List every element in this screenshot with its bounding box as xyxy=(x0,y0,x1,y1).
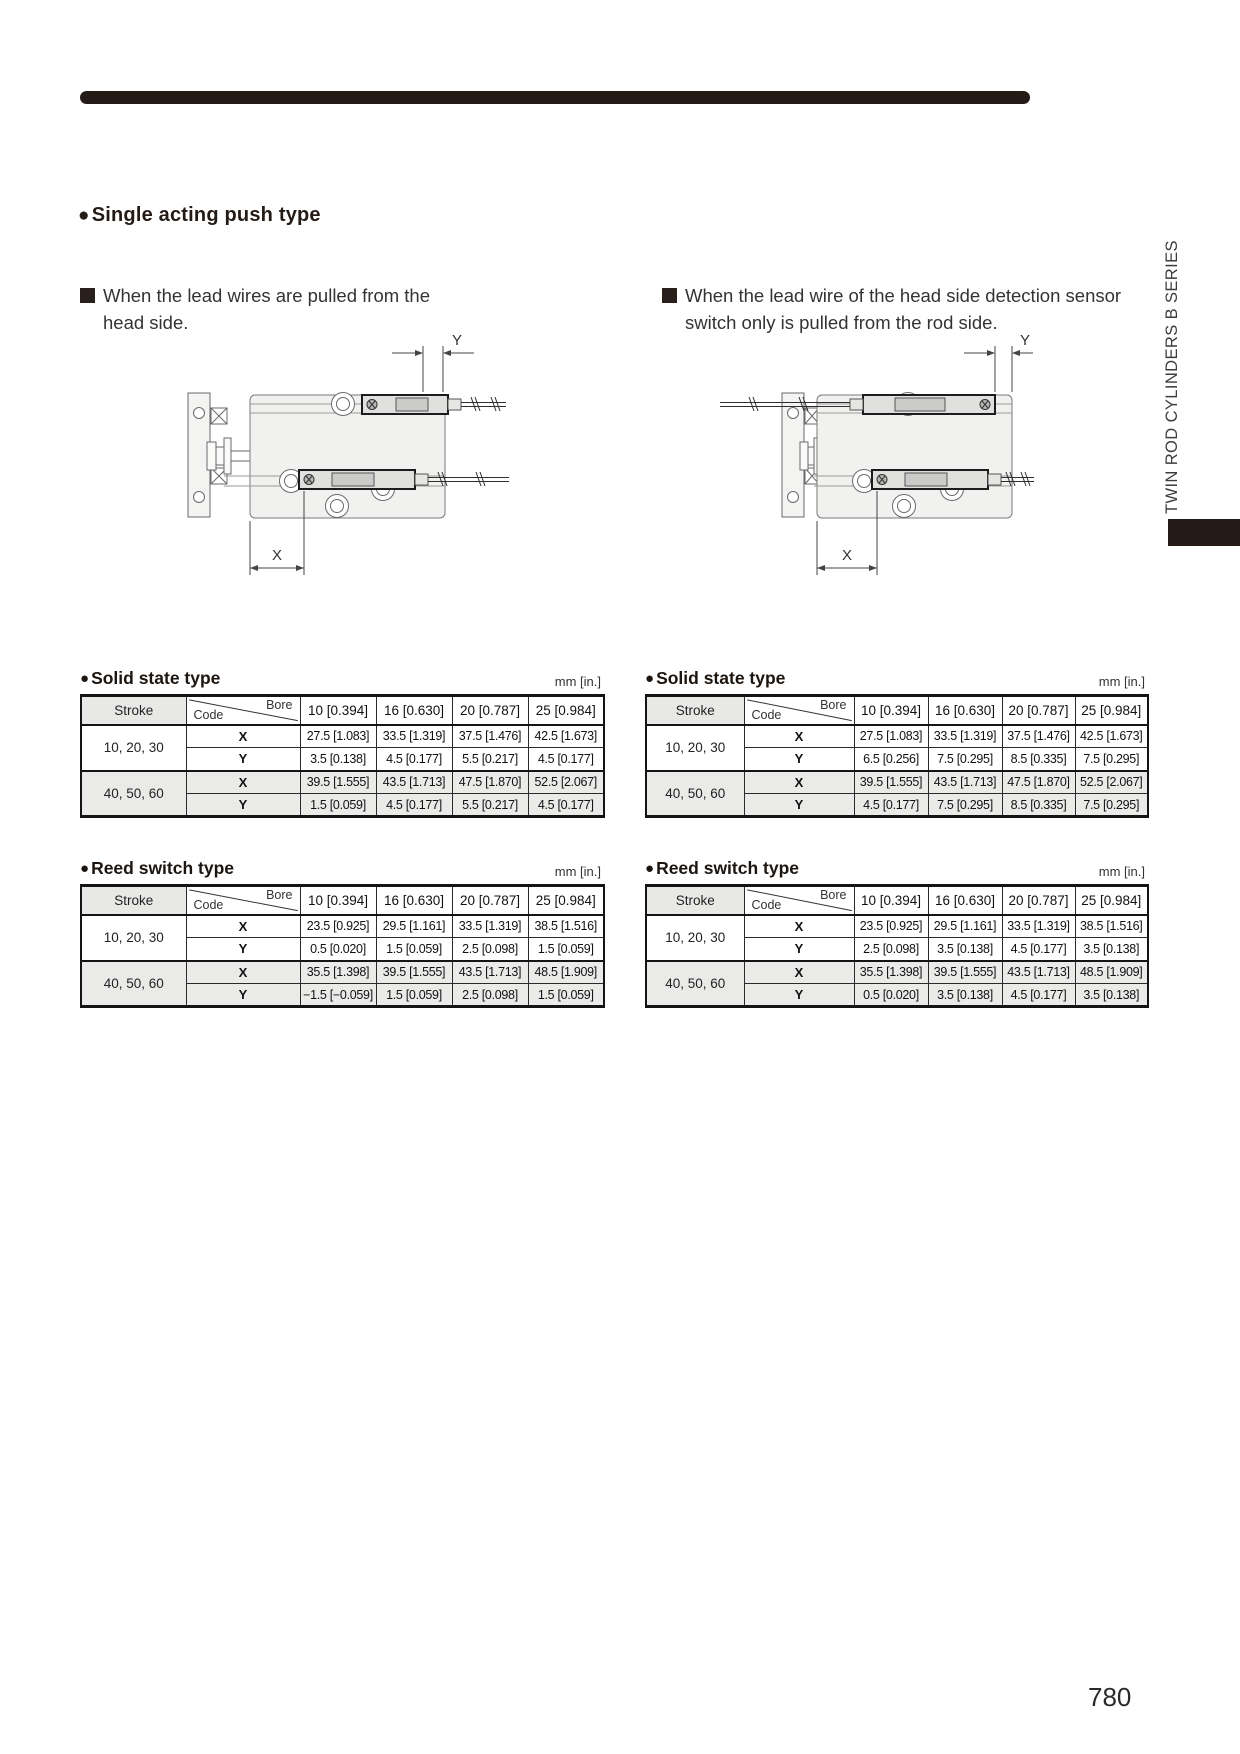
units-label: mm [in.] xyxy=(1098,864,1145,879)
bore-label: Bore xyxy=(820,698,847,712)
top-rule-bar xyxy=(80,91,1030,104)
dim-value-cell: 4.5 [0.177] xyxy=(1002,938,1075,961)
dim-value-cell: 1.5 [0.059] xyxy=(300,794,376,817)
dim-value-cell: 29.5 [1.161] xyxy=(376,915,452,938)
col-header-stroke: Stroke xyxy=(81,886,186,915)
note-line xyxy=(662,282,1152,309)
dimension-table xyxy=(80,694,605,818)
code-y-cell: Y xyxy=(744,748,854,771)
table-block-solid-right xyxy=(645,668,1147,818)
dim-value-cell: 4.5 [0.177] xyxy=(1002,984,1075,1007)
dim-value-cell: 42.5 [1.673] xyxy=(1075,725,1148,748)
dim-value-cell: 5.5 [0.217] xyxy=(452,748,528,771)
dim-value-cell: 1.5 [0.059] xyxy=(376,938,452,961)
table-title-text: Reed switch type xyxy=(91,858,235,878)
dim-value-cell: 3.5 [0.138] xyxy=(1075,938,1148,961)
dim-value-cell: 8.5 [0.335] xyxy=(1002,748,1075,771)
dim-value-cell: 35.5 [1.398] xyxy=(300,961,376,984)
code-y-cell: Y xyxy=(744,984,854,1007)
dim-value-cell: 37.5 [1.476] xyxy=(1002,725,1075,748)
note-rod-side xyxy=(662,282,1152,336)
table-block-solid-left xyxy=(80,668,603,818)
bullet-icon: ● xyxy=(80,670,90,687)
dim-value-cell: 43.5 [1.713] xyxy=(452,961,528,984)
code-x-cell: X xyxy=(744,771,854,794)
side-index-tab xyxy=(1168,519,1240,546)
dimension-y-label: Y xyxy=(452,332,463,349)
dim-value-cell: 33.5 [1.319] xyxy=(452,915,528,938)
lead-wire xyxy=(461,397,506,411)
dim-value-cell: 27.5 [1.083] xyxy=(854,725,928,748)
note-text: When the lead wires are pulled from the xyxy=(103,285,431,306)
table-title-text: Reed switch type xyxy=(656,858,800,878)
dim-value-cell: 35.5 [1.398] xyxy=(854,961,928,984)
code-y-cell: Y xyxy=(186,794,300,817)
dim-value-cell: 52.5 [2.067] xyxy=(1075,771,1148,794)
code-y-cell: Y xyxy=(186,984,300,1007)
table-block-reed-right xyxy=(645,858,1147,1008)
code-label: Code xyxy=(193,707,224,722)
dim-value-cell: 7.5 [0.295] xyxy=(1075,794,1148,817)
stroke-cell: 10, 20, 30 xyxy=(646,725,744,771)
note-text: switch only is pulled from the rod side. xyxy=(685,312,998,333)
stroke-cell: 40, 50, 60 xyxy=(646,961,744,1007)
dim-value-cell: 6.5 [0.256] xyxy=(854,748,928,771)
col-header-stroke: Stroke xyxy=(646,696,744,725)
code-y-cell: Y xyxy=(744,938,854,961)
col-header-bore: 10 [0.394] xyxy=(300,696,376,725)
dim-value-cell: 47.5 [1.870] xyxy=(1002,771,1075,794)
col-header-bore: 10 [0.394] xyxy=(300,886,376,915)
col-header-bore: 16 [0.630] xyxy=(928,886,1002,915)
dim-value-cell: 8.5 [0.335] xyxy=(1002,794,1075,817)
code-label: Code xyxy=(751,707,782,722)
dim-value-cell: 43.5 [1.713] xyxy=(928,771,1002,794)
dim-value-cell: 33.5 [1.319] xyxy=(928,725,1002,748)
code-label: Code xyxy=(751,897,782,912)
dim-value-cell: 29.5 [1.161] xyxy=(928,915,1002,938)
dimension-x-label: X xyxy=(841,547,853,564)
code-x-cell: X xyxy=(744,725,854,748)
dim-value-cell: 33.5 [1.319] xyxy=(376,725,452,748)
note-text: When the lead wire of the head side detection sensor xyxy=(685,285,1122,306)
square-bullet-icon xyxy=(662,288,677,303)
dim-value-cell: 37.5 [1.476] xyxy=(452,725,528,748)
dim-value-cell: 38.5 [1.516] xyxy=(528,915,604,938)
dim-value-cell: 39.5 [1.555] xyxy=(928,961,1002,984)
table-title xyxy=(80,858,234,879)
page-number: 780 xyxy=(1088,1682,1132,1712)
dim-value-cell: 7.5 [0.295] xyxy=(1075,748,1148,771)
dim-value-cell: 4.5 [0.177] xyxy=(528,794,604,817)
note-head-side xyxy=(80,282,540,336)
code-x-cell: X xyxy=(186,725,300,748)
dim-value-cell: 39.5 [1.555] xyxy=(854,771,928,794)
col-header-bore: 25 [0.984] xyxy=(1075,696,1148,725)
table-title xyxy=(645,858,799,879)
col-header-bore: 16 [0.630] xyxy=(928,696,1002,725)
dim-value-cell: 27.5 [1.083] xyxy=(300,725,376,748)
sensor-switch-head-side xyxy=(362,395,506,414)
col-header-code-bore xyxy=(186,696,300,725)
table-block-reed-left xyxy=(80,858,603,1008)
note-text: head side. xyxy=(103,312,189,333)
dim-value-cell: 0.5 [0.020] xyxy=(300,938,376,961)
code-x-cell: X xyxy=(186,771,300,794)
stroke-cell: 40, 50, 60 xyxy=(81,961,186,1007)
code-x-cell: X xyxy=(186,915,300,938)
dimension-table xyxy=(80,884,605,1008)
stroke-cell: 10, 20, 30 xyxy=(646,915,744,961)
table-title-text: Solid state type xyxy=(656,668,786,688)
col-header-bore: 10 [0.394] xyxy=(854,696,928,725)
col-header-bore: 16 [0.630] xyxy=(376,886,452,915)
dimension-table xyxy=(645,694,1149,818)
dim-value-cell: 48.5 [1.909] xyxy=(1075,961,1148,984)
col-header-stroke: Stroke xyxy=(81,696,186,725)
units-label: mm [in.] xyxy=(554,864,601,879)
square-bullet-icon xyxy=(80,288,95,303)
stroke-cell: 40, 50, 60 xyxy=(646,771,744,817)
section-heading-text: Single acting push type xyxy=(91,204,321,226)
diagram-wire-rod-side xyxy=(690,330,1035,580)
col-header-bore: 20 [0.787] xyxy=(1002,886,1075,915)
dim-value-cell: 4.5 [0.177] xyxy=(376,748,452,771)
table-title-text: Solid state type xyxy=(91,668,221,688)
note-line xyxy=(80,282,540,309)
stroke-cell: 10, 20, 30 xyxy=(81,915,186,961)
dimension-y-label: Y xyxy=(1020,332,1031,349)
dim-value-cell: 2.5 [0.098] xyxy=(854,938,928,961)
stroke-cell: 10, 20, 30 xyxy=(81,725,186,771)
dim-value-cell: 0.5 [0.020] xyxy=(854,984,928,1007)
dim-value-cell: 42.5 [1.673] xyxy=(528,725,604,748)
dim-value-cell: 3.5 [0.138] xyxy=(1075,984,1148,1007)
col-header-bore: 16 [0.630] xyxy=(376,696,452,725)
dim-value-cell: 2.5 [0.098] xyxy=(452,984,528,1007)
rod-end-fitting xyxy=(207,438,250,474)
col-header-bore: 25 [0.984] xyxy=(528,696,604,725)
section-heading xyxy=(78,204,321,227)
dim-value-cell: 4.5 [0.177] xyxy=(376,794,452,817)
bullet-icon: ● xyxy=(78,205,90,226)
code-x-cell: X xyxy=(186,961,300,984)
dim-value-cell: 52.5 [2.067] xyxy=(528,771,604,794)
sensor-switch-rod-side xyxy=(299,470,509,489)
units-label: mm [in.] xyxy=(1098,674,1145,689)
bore-label: Bore xyxy=(266,888,293,902)
col-header-code-bore xyxy=(744,696,854,725)
col-header-bore: 10 [0.394] xyxy=(854,886,928,915)
dim-value-cell: 7.5 [0.295] xyxy=(928,748,1002,771)
diagram-wires-head-side xyxy=(180,330,510,580)
dim-value-cell: −1.5 [−0.059] xyxy=(300,984,376,1007)
bullet-icon: ● xyxy=(80,860,90,877)
dim-value-cell: 43.5 [1.713] xyxy=(376,771,452,794)
dim-value-cell: 23.5 [0.925] xyxy=(300,915,376,938)
dim-value-cell: 1.5 [0.059] xyxy=(376,984,452,1007)
col-header-bore: 25 [0.984] xyxy=(528,886,604,915)
code-y-cell: Y xyxy=(186,748,300,771)
code-label: Code xyxy=(193,897,224,912)
col-header-bore: 20 [0.787] xyxy=(1002,696,1075,725)
bore-label: Bore xyxy=(820,888,847,902)
bullet-icon: ● xyxy=(645,670,655,687)
col-header-bore: 25 [0.984] xyxy=(1075,886,1148,915)
dimension-y xyxy=(392,346,474,392)
dim-value-cell: 23.5 [0.925] xyxy=(854,915,928,938)
dim-value-cell: 39.5 [1.555] xyxy=(300,771,376,794)
code-x-cell: X xyxy=(744,961,854,984)
dim-value-cell: 4.5 [0.177] xyxy=(854,794,928,817)
dim-value-cell: 2.5 [0.098] xyxy=(452,938,528,961)
col-header-code-bore xyxy=(186,886,300,915)
dim-value-cell: 48.5 [1.909] xyxy=(528,961,604,984)
table-title xyxy=(645,668,785,689)
dimension-x-label: X xyxy=(271,547,283,564)
col-header-code-bore xyxy=(744,886,854,915)
stroke-cell: 40, 50, 60 xyxy=(81,771,186,817)
dimension-y xyxy=(964,346,1033,392)
side-series-label: TWIN ROD CYLINDERS B SERIES xyxy=(1163,240,1181,514)
table-title xyxy=(80,668,220,689)
dim-value-cell: 1.5 [0.059] xyxy=(528,938,604,961)
code-y-cell: Y xyxy=(186,938,300,961)
dim-value-cell: 4.5 [0.177] xyxy=(528,748,604,771)
code-x-cell: X xyxy=(744,915,854,938)
dim-value-cell: 1.5 [0.059] xyxy=(528,984,604,1007)
dim-value-cell: 7.5 [0.295] xyxy=(928,794,1002,817)
col-header-bore: 20 [0.787] xyxy=(452,696,528,725)
dim-value-cell: 3.5 [0.138] xyxy=(300,748,376,771)
col-header-bore: 20 [0.787] xyxy=(452,886,528,915)
bullet-icon: ● xyxy=(645,860,655,877)
dim-value-cell: 33.5 [1.319] xyxy=(1002,915,1075,938)
code-y-cell: Y xyxy=(744,794,854,817)
dim-value-cell: 3.5 [0.138] xyxy=(928,938,1002,961)
dim-value-cell: 39.5 [1.555] xyxy=(376,961,452,984)
dim-value-cell: 38.5 [1.516] xyxy=(1075,915,1148,938)
dim-value-cell: 43.5 [1.713] xyxy=(1002,961,1075,984)
dim-value-cell: 3.5 [0.138] xyxy=(928,984,1002,1007)
dim-value-cell: 47.5 [1.870] xyxy=(452,771,528,794)
units-label: mm [in.] xyxy=(554,674,601,689)
dimension-table xyxy=(645,884,1149,1008)
col-header-stroke: Stroke xyxy=(646,886,744,915)
dim-value-cell: 5.5 [0.217] xyxy=(452,794,528,817)
bore-label: Bore xyxy=(266,698,293,712)
